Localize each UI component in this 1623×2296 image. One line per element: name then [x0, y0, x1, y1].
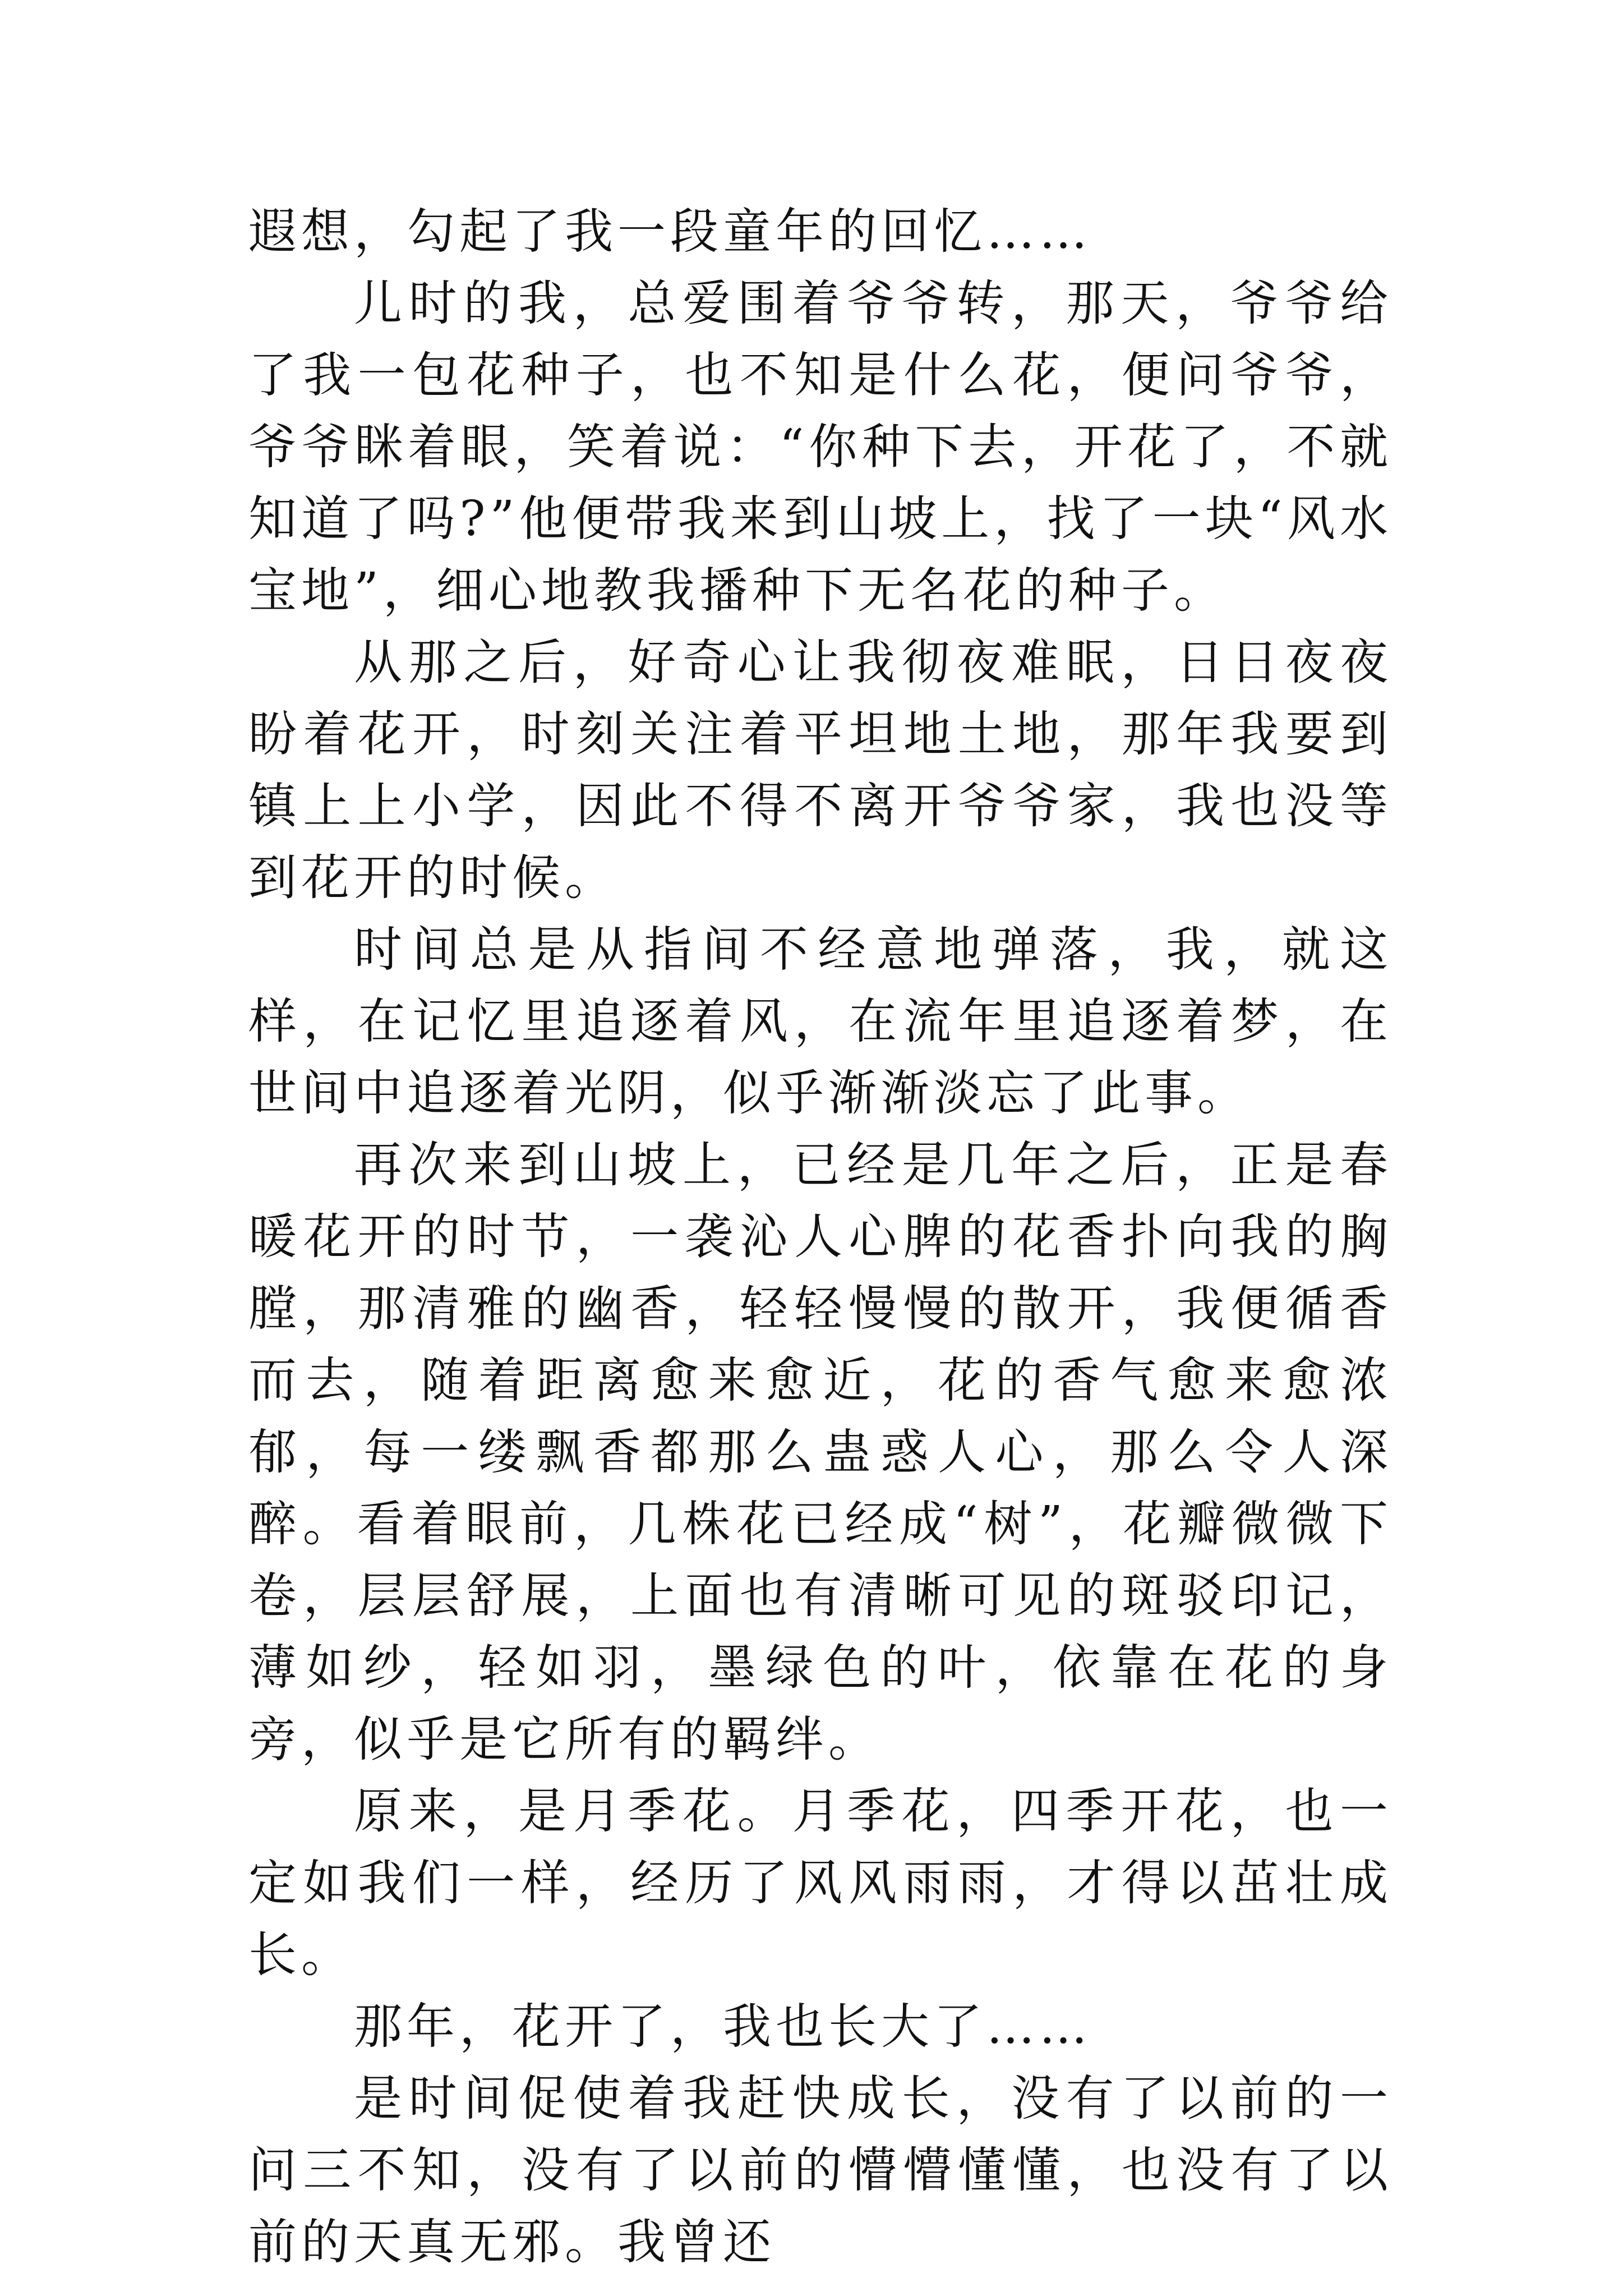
paragraph: 原来，是月季花。月季花，四季开花，也一定如我们一样，经历了风风雨雨，才得以茁壮成长。: [248, 1783, 1393, 1983]
paragraph: 是时间促使着我赶快成长，没有了以前的一问三不知，没有了以前的懵懵懂懂，也没有了以前的天真无邪。我曾还: [248, 2070, 1393, 2270]
paragraph: 时间总是从指间不经意地弹落，我，就这样，在记忆里追逐着风，在流年里追逐着梦，在世间中追逐着光阴，似乎渐渐淡忘了此事。: [248, 922, 1393, 1121]
paragraph: 再次来到山坡上，已经是几年之后，正是春暖花开的时节，一袭沁人心脾的花香扑向我的胸膛，那清雅的幽香，轻轻慢慢的散开，我便循香而去，随着距离愈来愈近，花的香气愈来愈浓郁，每一缕飘香都那么蛊惑人心，那么令人深醉。看着眼前，几株花已经成“树”，花瓣微微下卷，层层舒展，上面也有清晰可见的斑驳印记，薄如纱，轻如羽，墨绿色的叶，依靠在花的身旁，似乎是它所有的羁绊。: [248, 1137, 1393, 1768]
paragraph: 儿时的我，总爱围着爷爷转，那天，爷爷给了我一包花种子，也不知是什么花，便问爷爷，爷爷眯着眼，笑着说：“你种下去，开花了，不就知道了吗?”他便带我来到山坡上，找了一块“风水宝地”，细心地教我播种下无名花的种子。: [248, 275, 1393, 619]
paragraph: 遐想，勾起了我一段童年的回忆……: [248, 204, 1092, 260]
paragraph: 那年，花开了，我也长大了……: [354, 1999, 1092, 2055]
paragraph: 从那之后，好奇心让我彻夜难眠，日日夜夜盼着花开，时刻关注着平坦地土地，那年我要到镇上上小学，因此不得不离开爷爷家，我也没等到花开的时候。: [248, 634, 1393, 906]
document-body: [248, 196, 1393, 2278]
